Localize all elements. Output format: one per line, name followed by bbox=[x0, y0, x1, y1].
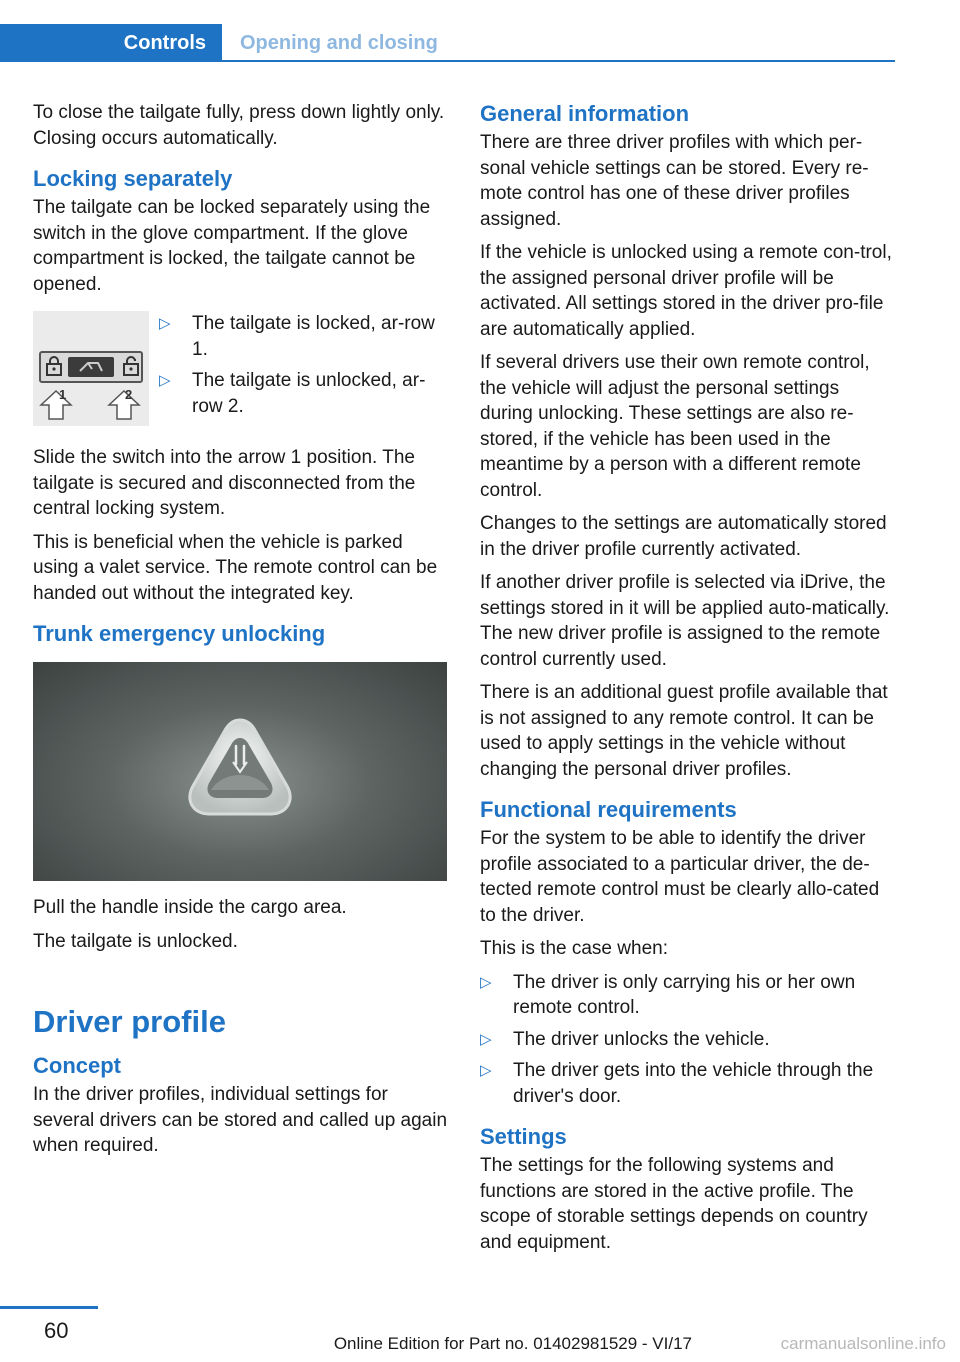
page-number: 60 bbox=[44, 1318, 69, 1343]
release-handle-icon bbox=[33, 662, 447, 881]
header-divider bbox=[222, 60, 895, 62]
right-column bbox=[480, 100, 894, 1263]
tab-controls[interactable]: Controls bbox=[0, 24, 222, 62]
valet-service-text: This is beneficial when the vehicle is parked using a valet service. The remote control can be handed out without the integrated key. bbox=[33, 531, 438, 604]
settings-heading: Settings bbox=[480, 1124, 567, 1149]
page-header bbox=[0, 0, 960, 62]
triangle-bullet-icon: ▷ bbox=[159, 372, 171, 389]
switch-body bbox=[39, 351, 143, 383]
general-paragraph: There is an additional guest profile available that is not assigned to any remote control. It can be used to apply settings in the vehicle without changing the personal driver profiles. bbox=[480, 682, 888, 780]
functional-requirements-heading: Functional requirements bbox=[480, 797, 737, 822]
list-item bbox=[480, 970, 894, 1021]
glove-compartment-switch-image bbox=[33, 311, 149, 426]
arrow-1-label: 1 bbox=[59, 387, 67, 402]
general-information-heading: General information bbox=[480, 101, 690, 126]
arrow-2-label: 2 bbox=[125, 387, 133, 402]
switch-position-list bbox=[159, 311, 449, 425]
list-item-text: The driver is only carrying his or her own remote control. bbox=[513, 971, 856, 1018]
list-item bbox=[480, 1058, 894, 1109]
general-paragraph: There are three driver profiles with which per-sonal vehicle settings can be stored. Every re-mote control has one of these driver profiles assigned. bbox=[480, 132, 869, 230]
list-item-text: The tailgate is locked, ar-row 1. bbox=[192, 313, 435, 360]
triangle-bullet-icon: ▷ bbox=[159, 315, 171, 332]
switch-slider bbox=[68, 357, 114, 377]
triangle-bullet-icon: ▷ bbox=[480, 973, 492, 991]
general-paragraph: If another driver profile is selected via iDrive, the settings stored in it will be applied auto-matically. The new driver profile is assigned to the remote control currently used. bbox=[480, 572, 890, 670]
triangle-bullet-icon: ▷ bbox=[480, 1062, 492, 1079]
arrow-1-icon bbox=[39, 389, 73, 421]
edition-text: Online Edition for Part no. 01402981529 - VI/17 bbox=[333, 1334, 692, 1353]
list-item-text: The driver unlocks the vehicle. bbox=[513, 1028, 770, 1050]
tailgate-symbol-icon bbox=[68, 357, 114, 377]
list-item bbox=[159, 368, 449, 419]
general-paragraph: If several drivers use their own remote control, the vehicle will adjust the personal settings during unlocking. These settings are also re-stored, if the vehicle has been used in the meantime by a person with a different remote control. bbox=[480, 352, 870, 501]
lock-closed-icon bbox=[44, 355, 64, 377]
left-column bbox=[33, 100, 449, 1167]
concept-heading: Concept bbox=[33, 1053, 121, 1078]
concept-text: In the driver profiles, individual settings for several drivers can be stored and called up again when required. bbox=[33, 1084, 448, 1156]
general-paragraph: Changes to the settings are automatically stored in the driver profile currently activated. bbox=[480, 513, 887, 560]
locking-separately-text: The tailgate can be locked separately using the switch in the glove compartment. If the glove compartment is locked, the tailgate cannot be opened. bbox=[33, 197, 431, 295]
lock-open-icon bbox=[121, 355, 141, 377]
emergency-release-handle-image bbox=[33, 662, 447, 881]
settings-text: The settings for the following systems and functions are stored in the active profile. The scope of storable settings depends on country and equipment. bbox=[480, 1155, 868, 1253]
switch-illustration-block bbox=[33, 311, 449, 433]
general-paragraph: If the vehicle is unlocked using a remote con-trol, the assigned personal driver profile will be activated. All settings stored in the driver pro-file are automatically applied. bbox=[480, 242, 892, 340]
functional-paragraph: For the system to be able to identify the driver profile associated to a particular driver, the de-tected remote control must be clearly allo-cated to the driver. bbox=[480, 828, 880, 926]
triangle-bullet-icon: ▷ bbox=[480, 1030, 492, 1048]
driver-profile-heading: Driver profile bbox=[33, 1004, 226, 1039]
locking-separately-heading: Locking separately bbox=[33, 166, 233, 191]
list-item-text: The tailgate is unlocked, ar-row 2. bbox=[192, 370, 426, 417]
list-item bbox=[159, 311, 449, 362]
intro-paragraph: To close the tailgate fully, press down lightly only. Closing occurs automatically. bbox=[33, 102, 445, 149]
functional-paragraph: This is the case when: bbox=[480, 938, 668, 959]
list-item-text: The driver gets into the vehicle through the driver's door. bbox=[513, 1060, 874, 1107]
tab-opening-and-closing[interactable]: Opening and closing bbox=[240, 32, 438, 54]
slide-switch-text: Slide the switch into the arrow 1 position. The tailgate is secured and disconnected from the central locking system. bbox=[33, 447, 416, 519]
footer-divider bbox=[0, 1306, 98, 1309]
tailgate-unlocked-text: The tailgate is unlocked. bbox=[33, 930, 238, 952]
pull-handle-text: Pull the handle inside the cargo area. bbox=[33, 897, 347, 918]
arrow-2-icon bbox=[107, 389, 141, 421]
functional-requirements-list bbox=[480, 970, 894, 1110]
watermark: carmanualsonline.info bbox=[780, 1334, 946, 1353]
list-item bbox=[480, 1027, 894, 1053]
trunk-emergency-unlocking-heading: Trunk emergency unlocking bbox=[33, 621, 326, 646]
